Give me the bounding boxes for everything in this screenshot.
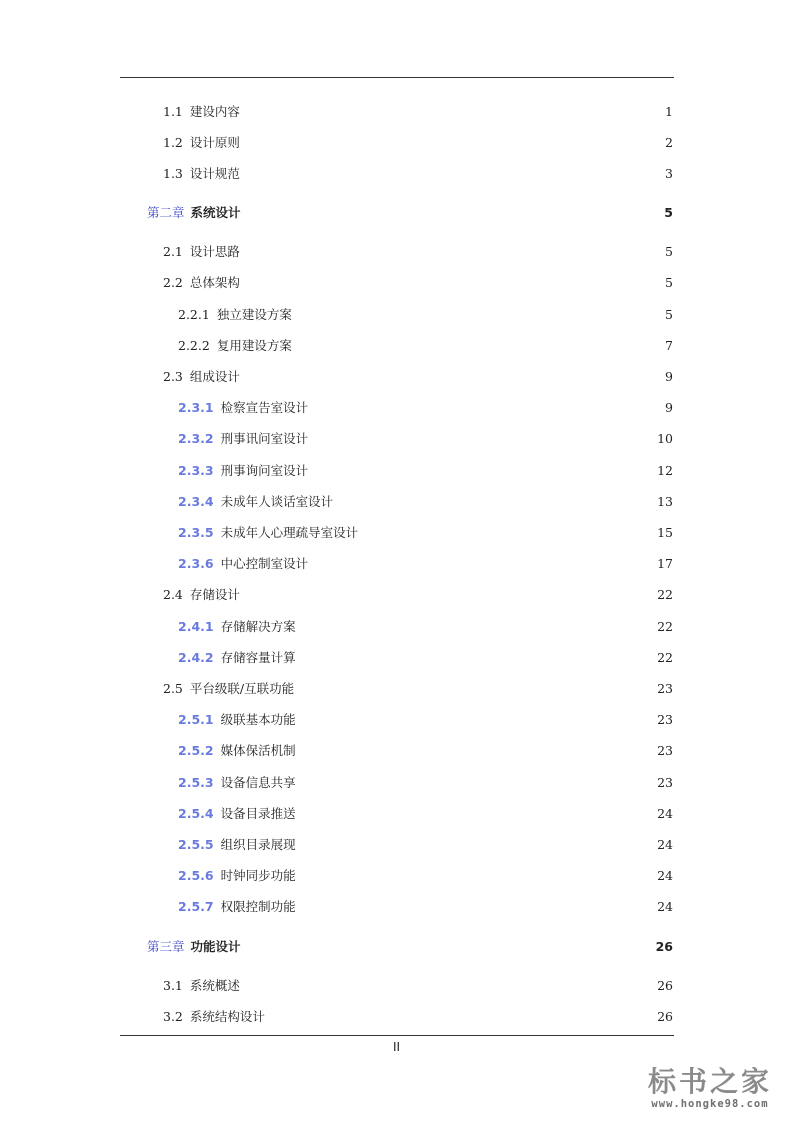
- toc-entry-title: 平台级联/互联功能: [189, 681, 295, 696]
- toc-entry-number: 2.4: [163, 587, 183, 602]
- toc-entry-page: 23: [657, 775, 673, 790]
- toc-entry[interactable]: [120, 305, 673, 325]
- toc-entry-number: 2.5.2: [178, 743, 214, 758]
- toc-entry-page: 24: [657, 899, 673, 914]
- toc-entry-page: 5: [665, 275, 673, 290]
- toc-entry-page: 7: [665, 338, 673, 353]
- toc-entry-number: 2.5: [163, 681, 183, 696]
- toc-entry-number: 1.1: [163, 104, 183, 119]
- watermark-url: www.hongke98.com: [651, 1098, 769, 1110]
- toc-entry-page: 10: [657, 431, 673, 446]
- toc-entry-title: 未成年人谈话室设计: [220, 494, 334, 509]
- toc-entry-text: [163, 273, 240, 293]
- toc-entry-page: 24: [657, 837, 673, 852]
- toc-entry-number: 2.3.3: [178, 463, 214, 478]
- toc-entry-page: 5: [665, 244, 673, 259]
- toc-entry[interactable]: [120, 976, 673, 996]
- toc-entry-page: 2: [665, 135, 673, 150]
- toc-entry-title: 权限控制功能: [220, 899, 296, 914]
- toc-chapter-entry[interactable]: [120, 203, 673, 223]
- toc-entry-text: [178, 523, 358, 543]
- toc-entry[interactable]: [120, 102, 673, 122]
- toc-entry-title: 系统概述: [189, 978, 240, 993]
- toc-entry[interactable]: [120, 710, 673, 730]
- toc-entry-number: 第三章: [147, 939, 185, 954]
- toc-entry-text: [178, 554, 308, 574]
- toc-entry-page: 17: [657, 556, 673, 571]
- toc-entry-title: 刑事讯问室设计: [220, 431, 309, 446]
- toc-entry-title: 设计原则: [189, 135, 240, 150]
- toc-entry[interactable]: [120, 523, 673, 543]
- toc-entry[interactable]: [120, 617, 673, 637]
- toc-entry-text: [178, 648, 296, 668]
- toc-entry-number: 2.4.2: [178, 650, 214, 665]
- toc-entry-title: 建设内容: [189, 104, 240, 119]
- toc-entry-page: 13: [657, 494, 673, 509]
- page-number: II: [392, 1040, 401, 1054]
- toc-entry[interactable]: [120, 461, 673, 481]
- toc-entry-text: [147, 203, 241, 223]
- toc-entry-title: 设计思路: [189, 244, 240, 259]
- toc-entry[interactable]: [120, 242, 673, 262]
- toc-entry-number: 2.3.2: [178, 431, 214, 446]
- toc-entry-page: 26: [655, 939, 673, 954]
- toc-entry-number: 2.4.1: [178, 619, 214, 634]
- toc-entry-title: 级联基本功能: [220, 712, 296, 727]
- toc-entry-number: 2.5.4: [178, 806, 214, 821]
- toc-entry[interactable]: [120, 336, 673, 356]
- toc-entry[interactable]: [120, 367, 673, 387]
- toc-entry-title: 时钟同步功能: [220, 868, 296, 883]
- watermark-logo: [635, 1066, 785, 1110]
- toc-entry-text: [163, 102, 240, 122]
- toc-entry-text: [163, 1007, 265, 1027]
- toc-entry-title: 复用建设方案: [216, 338, 292, 353]
- toc-entry[interactable]: [120, 679, 673, 699]
- toc-entry-page: 26: [657, 1009, 673, 1024]
- toc-entry-title: 存储设计: [189, 587, 240, 602]
- toc-entry-text: [147, 937, 241, 957]
- toc-entry[interactable]: [120, 648, 673, 668]
- toc-entry-title: 组织目录展现: [220, 837, 296, 852]
- toc-entry-title: 存储解决方案: [220, 619, 296, 634]
- toc-entry-text: [178, 336, 292, 356]
- toc-entry[interactable]: [120, 492, 673, 512]
- toc-entry[interactable]: [120, 1007, 673, 1027]
- toc-entry-text: [178, 398, 308, 418]
- toc-entry-text: [178, 305, 292, 325]
- toc-entry-text: [163, 133, 240, 153]
- toc-entry-text: [178, 741, 296, 761]
- toc-entry[interactable]: [120, 273, 673, 293]
- toc-entry-text: [163, 976, 240, 996]
- toc-entry-text: [178, 429, 308, 449]
- toc-entry[interactable]: [120, 133, 673, 153]
- toc-entry-text: [178, 773, 296, 793]
- toc-entry-number: 2.3.5: [178, 525, 214, 540]
- toc-entry-page: 26: [657, 978, 673, 993]
- toc-entry[interactable]: [120, 835, 673, 855]
- toc-entry-number: 1.3: [163, 166, 183, 181]
- toc-entry-title: 系统设计: [190, 205, 241, 220]
- toc-entry-number: 2.2.1: [178, 307, 210, 322]
- toc-entry-page: 3: [665, 166, 673, 181]
- toc-entry[interactable]: [120, 554, 673, 574]
- toc-entry-number: 2.2: [163, 275, 183, 290]
- toc-entry-text: [178, 835, 296, 855]
- toc-entry-text: [178, 461, 308, 481]
- toc-entry-title: 刑事询问室设计: [220, 463, 309, 478]
- toc-entry-title: 系统结构设计: [189, 1009, 265, 1024]
- toc-entry[interactable]: [120, 429, 673, 449]
- toc-entry-title: 检察宣告室设计: [220, 400, 309, 415]
- toc-entry-page: 5: [665, 307, 673, 322]
- toc-entry-page: 22: [657, 587, 673, 602]
- header-rule: [120, 77, 674, 78]
- toc-entry-number: 2.5.5: [178, 837, 214, 852]
- toc-entry-title: 未成年人心理疏导室设计: [220, 525, 359, 540]
- toc-entry-page: 9: [665, 400, 673, 415]
- toc-entry[interactable]: [120, 804, 673, 824]
- toc-entry-number: 2.5.7: [178, 899, 214, 914]
- toc-entry-page: 12: [657, 463, 673, 478]
- toc-entry-number: 2.3.1: [178, 400, 214, 415]
- toc-chapter-entry[interactable]: [120, 937, 673, 957]
- toc-entry-page: 1: [665, 104, 673, 119]
- toc-entry-number: 第二章: [147, 205, 185, 220]
- toc-entry-number: 2.1: [163, 244, 183, 259]
- toc-entry-text: [163, 242, 240, 262]
- toc-entry[interactable]: [120, 398, 673, 418]
- toc-entry-text: [178, 710, 296, 730]
- toc-entry-number: 2.5.1: [178, 712, 214, 727]
- toc-entry-title: 功能设计: [190, 939, 241, 954]
- watermark-name: 标书之家: [647, 1065, 772, 1098]
- toc-entry-text: [178, 617, 296, 637]
- toc-entry-number: 2.3: [163, 369, 183, 384]
- toc-entry-title: 组成设计: [189, 369, 240, 384]
- toc-entry-page: 23: [657, 681, 673, 696]
- toc-entry-number: 3.1: [163, 978, 183, 993]
- toc-entry[interactable]: [120, 773, 673, 793]
- toc-entry-number: 2.5.3: [178, 775, 214, 790]
- toc-entry[interactable]: [120, 741, 673, 761]
- toc-entry-title: 存储容量计算: [220, 650, 296, 665]
- toc-entry-text: [163, 164, 240, 184]
- toc-entry-page: 24: [657, 868, 673, 883]
- toc-entry[interactable]: [120, 897, 673, 917]
- toc-entry-page: 23: [657, 743, 673, 758]
- toc-entry-page: 15: [657, 525, 673, 540]
- toc-entry-number: 1.2: [163, 135, 183, 150]
- toc-entry-number: 3.2: [163, 1009, 183, 1024]
- toc-entry-title: 设备目录推送: [220, 806, 296, 821]
- toc-entry-title: 总体架构: [189, 275, 240, 290]
- toc-entry-page: 22: [657, 650, 673, 665]
- toc-entry-page: 24: [657, 806, 673, 821]
- toc-entry-page: 9: [665, 369, 673, 384]
- toc-entry-text: [178, 804, 296, 824]
- toc-entry-title: 设备信息共享: [220, 775, 296, 790]
- toc-entry-page: 5: [664, 205, 673, 220]
- toc-entry-title: 独立建设方案: [216, 307, 292, 322]
- toc-entry-title: 中心控制室设计: [220, 556, 309, 571]
- toc-entry[interactable]: [120, 164, 673, 184]
- toc-entry-title: 媒体保活机制: [220, 743, 296, 758]
- toc-entry-text: [178, 897, 296, 917]
- toc-entry-page: 23: [657, 712, 673, 727]
- toc-entry-number: 2.3.4: [178, 494, 214, 509]
- footer-rule: [120, 1035, 674, 1036]
- toc-entry-title: 设计规范: [189, 166, 240, 181]
- toc-entry[interactable]: [120, 585, 673, 605]
- toc-entry-number: 2.5.6: [178, 868, 214, 883]
- toc-entry-text: [163, 367, 240, 387]
- toc-entry-text: [178, 492, 333, 512]
- toc-entry-text: [178, 866, 296, 886]
- toc-entry-text: [163, 585, 240, 605]
- toc-entry[interactable]: [120, 866, 673, 886]
- toc-entry-number: 2.3.6: [178, 556, 214, 571]
- toc-entry-number: 2.2.2: [178, 338, 210, 353]
- toc-entry-text: [163, 679, 294, 699]
- toc-entry-page: 22: [657, 619, 673, 634]
